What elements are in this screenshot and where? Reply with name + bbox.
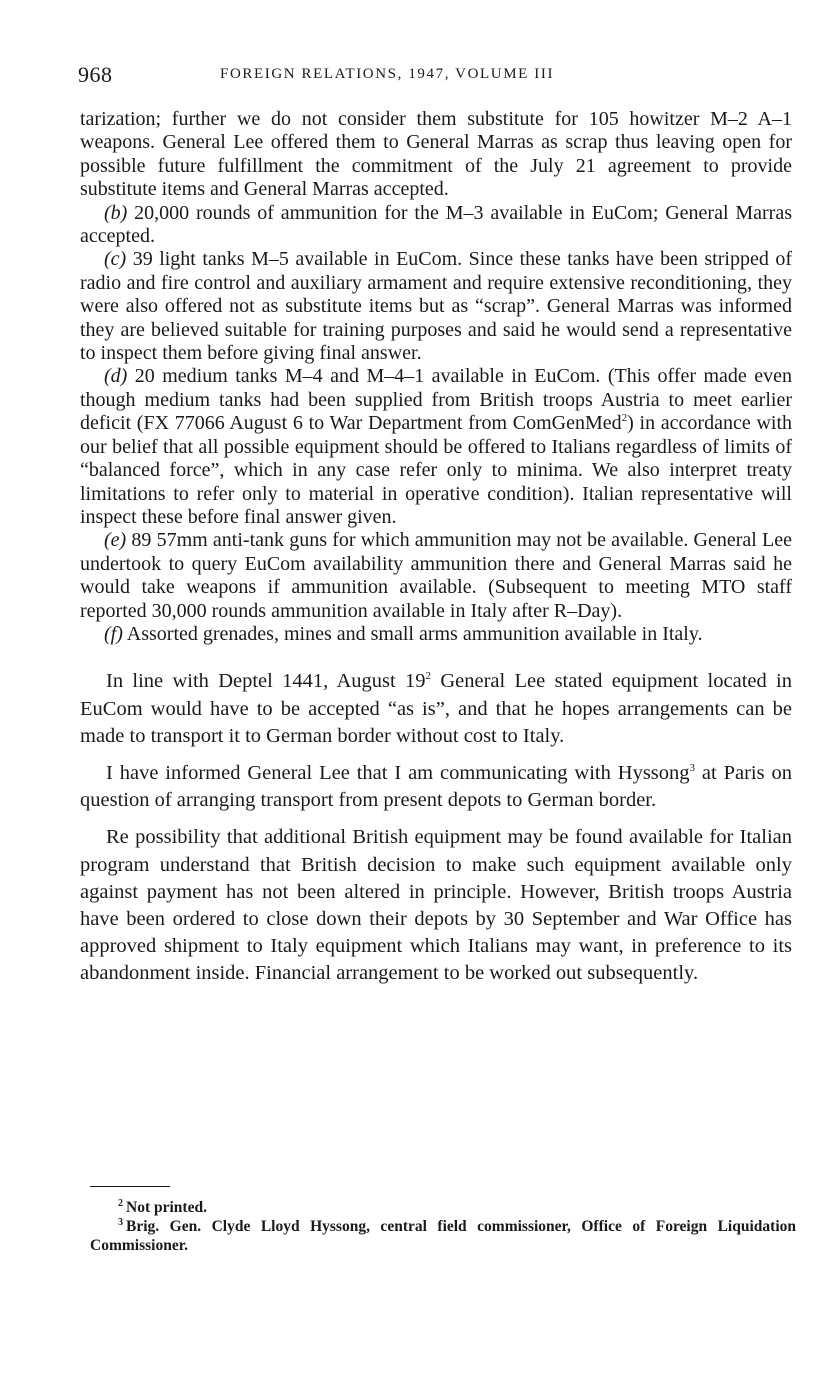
footnote: [90, 1217, 796, 1255]
list-item-e: (e) 89 57mm anti-tank guns for which ammunition may not be available. General Lee undertook to query EuCom availability ammunition there and General Marras said he would take weapons if ammunition available. (Subsequent to meeting MTO staff reported 30,000 rounds ammunition available in Italy after R–Day).: [80, 529, 792, 622]
item-letter: (b): [104, 201, 128, 224]
item-letter: (f): [104, 622, 123, 645]
footnote-text: Not printed.: [126, 1199, 207, 1216]
footnote-reference: 2: [425, 670, 432, 683]
footnote-reference: 2: [621, 412, 628, 425]
list-item-c: (c) 39 light tanks M–5 available in EuCom. Since these tanks have been stripped of radio and fire control and auxiliary armament and require extensive reconditioning, they were also offered not as substitute items but as “scrap”. General Marras was informed they are believed suitable for training purposes and said he would send a representative to inspect them before giving final answer.: [80, 248, 792, 365]
list-item-b: (b) 20,000 rounds of ammunition for the M–3 available in EuCom; General Marras accepted.: [80, 201, 792, 248]
paragraph-deptel: In line with Deptel 1441, August 19$^2$ General Lee stated equipment located in EuCom would have to be accepted “as is”, and that he hopes arrangements can be made to transport it to German border without cost to Italy.: [80, 670, 792, 747]
item-letter: (c): [104, 248, 127, 271]
paragraph-hyssong: I have informed General Lee that I am communicating with Hyssong$^3$ at Paris on question of arranging transport from present depots to German border.: [80, 761, 793, 812]
running-head: FOREIGN RELATIONS, 1947, VOLUME III: [220, 66, 555, 82]
item-letter: (e): [104, 529, 127, 552]
list-item-f: (f) Assorted grenades, mines and small arms ammunition available in Italy.: [104, 622, 703, 645]
footnote-reference: 3: [689, 761, 696, 774]
page-header: [78, 62, 790, 94]
footnote: [90, 1198, 796, 1217]
footnote-number: 3: [118, 1217, 123, 1228]
item-letter: (d): [104, 365, 128, 388]
page-number: 968: [78, 62, 113, 87]
body-text: [80, 108, 792, 988]
paragraph-british-equipment: Re possibility that additional British equipment may be found available for Italian program understand that British decision to make such equipment available only against payment has not been altered in principle. However, British troops Austria have been ordered to close down their depots by 30 September and War Office has approved shipment to Italy equipment which Italians may want, in preference to its abandonment inside. Financial arrangement to be worked out subsequently.: [80, 826, 792, 985]
footnote-divider: [90, 1186, 170, 1187]
paragraph-continuation: tarization; further we do not consider them substitute for 105 howitzer M–2 A–1 weapons. General Lee offered them to General Marras as scrap thus leaving open for possible future fulfillment the commitment of the July 21 agreement to provide substitute items and General Marras accepted.: [80, 108, 792, 201]
list-item-d: (d) 20 medium tanks M–4 and M–4–1 available in EuCom. (This offer made even though medium tanks had been supplied from British troops Austria to meet earlier deficit (FX 77066 August 6 to War Department from ComGenMed$^2$) in accordance with our belief that all possible equipment should be offered to Italians regardless of limits of “balanced force”, which in any case refer only to minima. We also interpret treaty limitations to refer only to material in operative condition). Italian representative will inspect these before final answer given.: [80, 365, 792, 528]
footnotes: [90, 1198, 796, 1255]
footnote-text: Brig. Gen. Clyde Lloyd Hyssong, central field commissioner, Office of Foreign Liquidation Commissioner.: [90, 1218, 796, 1254]
footnote-number: 2: [118, 1198, 123, 1209]
